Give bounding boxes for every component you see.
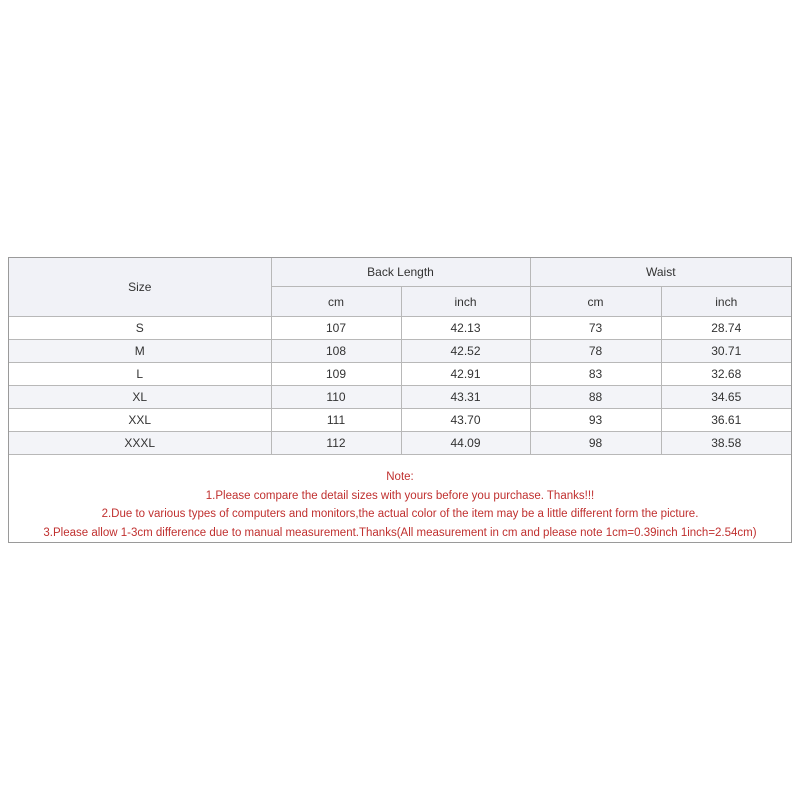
back-length-inch-header: inch <box>401 287 530 317</box>
back-length-inch-cell: 42.13 <box>401 317 530 340</box>
back-length-cm-cell: 112 <box>271 432 401 455</box>
waist-cm-cell: 73 <box>530 317 661 340</box>
waist-inch-cell: 30.71 <box>661 340 791 363</box>
back-length-cm-cell: 111 <box>271 409 401 432</box>
size-column-header: Size <box>9 258 271 317</box>
table-row <box>9 432 791 455</box>
size-cell: XL <box>9 386 271 409</box>
waist-inch-cell: 34.65 <box>661 386 791 409</box>
waist-cm-cell: 83 <box>530 363 661 386</box>
back-length-cm-header: cm <box>271 287 401 317</box>
size-chart <box>8 257 792 543</box>
back-length-cm-cell: 107 <box>271 317 401 340</box>
back-length-inch-cell: 44.09 <box>401 432 530 455</box>
back-length-header: Back Length <box>271 258 530 287</box>
waist-header: Waist <box>530 258 791 287</box>
note-line: 2.Due to various types of computers and monitors,the actual color of the item may be a little different form the picture. <box>101 508 699 520</box>
waist-cm-cell: 88 <box>530 386 661 409</box>
back-length-inch-cell: 42.91 <box>401 363 530 386</box>
table-row <box>9 409 791 432</box>
size-cell: XXL <box>9 409 271 432</box>
table-row <box>9 386 791 409</box>
table-row <box>9 363 791 386</box>
waist-inch-header: inch <box>661 287 791 317</box>
waist-cm-header: cm <box>530 287 661 317</box>
size-cell: L <box>9 363 271 386</box>
table-row <box>9 317 791 340</box>
back-length-cm-cell: 109 <box>271 363 401 386</box>
back-length-inch-cell: 43.70 <box>401 409 530 432</box>
waist-inch-cell: 38.58 <box>661 432 791 455</box>
waist-cm-cell: 93 <box>530 409 661 432</box>
waist-inch-cell: 36.61 <box>661 409 791 432</box>
back-length-cm-cell: 110 <box>271 386 401 409</box>
back-length-inch-cell: 42.52 <box>401 340 530 363</box>
waist-inch-cell: 32.68 <box>661 363 791 386</box>
waist-cm-cell: 78 <box>530 340 661 363</box>
notes-section <box>9 468 791 542</box>
back-length-cm-cell: 108 <box>271 340 401 363</box>
table-row <box>9 340 791 363</box>
note-line: 1.Please compare the detail sizes with yours before you purchase. Thanks!!! <box>205 489 595 502</box>
note-line: 3.Please allow 1-3cm difference due to manual measurement.Thanks(All measurement in cm and please note 1cm=0.39inch 1inch=2.54cm) <box>43 526 757 539</box>
size-table <box>9 258 791 455</box>
waist-cm-cell: 98 <box>530 432 661 455</box>
size-cell: XXXL <box>9 432 271 455</box>
note-title: Note: <box>386 471 414 483</box>
size-cell: S <box>9 317 271 340</box>
table-header-row <box>9 258 791 287</box>
back-length-inch-cell: 43.31 <box>401 386 530 409</box>
waist-inch-cell: 28.74 <box>661 317 791 340</box>
size-cell: M <box>9 340 271 363</box>
